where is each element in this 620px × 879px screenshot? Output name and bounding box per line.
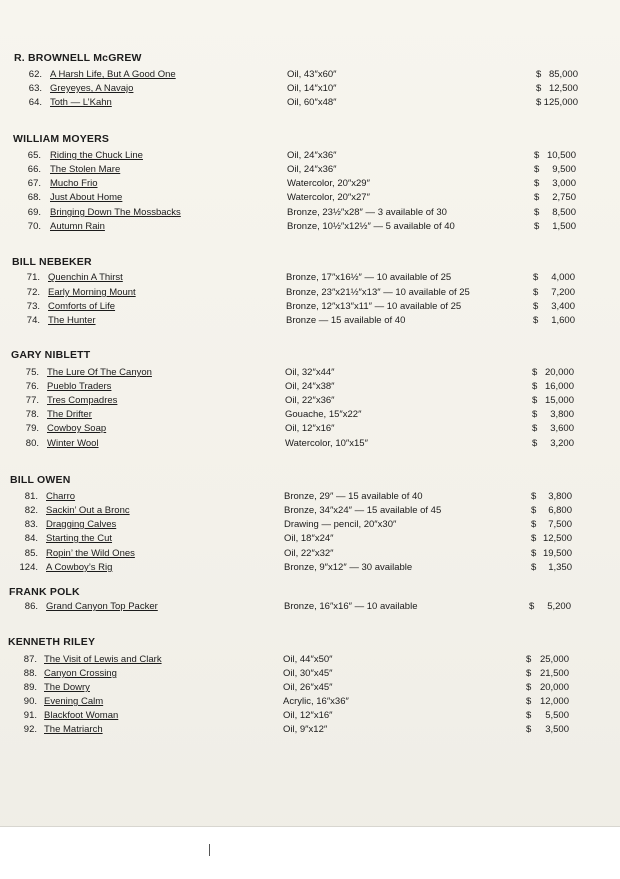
- catalog-number: 62.: [28, 69, 42, 80]
- price-amount: 15,000: [544, 395, 574, 406]
- artwork-medium: Bronze — 15 available of 40: [286, 315, 406, 326]
- artwork-medium: Oil, 18″x24″: [284, 533, 334, 544]
- artwork-title: Mucho Frio: [50, 178, 98, 189]
- catalog-number: 92.: [23, 724, 37, 735]
- catalog-number: 73.: [26, 301, 40, 312]
- artwork-medium: Acrylic, 16″x36″: [283, 696, 349, 707]
- price-currency: $: [534, 221, 540, 232]
- artwork-medium: Gouache, 15″x22″: [285, 409, 362, 420]
- artist-heading: BILL OWEN: [10, 474, 71, 486]
- price-amount: 5,200: [547, 601, 571, 612]
- artwork-medium: Bronze, 17″x16½″ — 10 available of 25: [286, 272, 452, 283]
- artwork-medium: Bronze, 29″ — 15 available of 40: [284, 491, 423, 502]
- price-currency: $: [526, 710, 532, 721]
- artwork-medium: Bronze, 23½″x28″ — 3 available of 30: [287, 207, 447, 218]
- artwork-row: [0, 519, 620, 533]
- price-amount: 3,200: [550, 438, 574, 449]
- artwork-row: [0, 548, 620, 562]
- catalog-number: 90.: [23, 696, 37, 707]
- artwork-title: Toth — L’Kahn: [50, 97, 112, 108]
- price-amount: 1,350: [548, 562, 572, 573]
- price-currency: $: [526, 668, 532, 679]
- price-amount: 3,800: [550, 409, 574, 420]
- artwork-row: [0, 287, 620, 301]
- artwork-row: [0, 367, 620, 381]
- artwork-medium: Oil, 60″x48″: [287, 97, 337, 108]
- catalog-number: 75.: [25, 367, 39, 378]
- artwork-row: [0, 381, 620, 395]
- artist-heading: FRANK POLK: [9, 586, 80, 598]
- artwork-title: Sackin’ Out a Bronc: [46, 505, 130, 516]
- artwork-medium: Oil, 24″x36″: [287, 150, 337, 161]
- artwork-row: [0, 668, 620, 682]
- catalog-number: 87.: [23, 654, 37, 665]
- artwork-row: [0, 505, 620, 519]
- artwork-row: [0, 315, 620, 329]
- price-amount: 3,800: [548, 491, 572, 502]
- artwork-medium: Watercolor, 10″x15″: [285, 438, 368, 449]
- price-amount: 1,600: [551, 315, 575, 326]
- artwork-row: [0, 438, 620, 452]
- catalog-number: 86.: [24, 601, 38, 612]
- price-amount: 21,500: [539, 668, 569, 679]
- artwork-title: The Matriarch: [44, 724, 103, 735]
- price-currency: $: [532, 438, 538, 449]
- price-amount: 16,000: [544, 381, 574, 392]
- artwork-title: Grand Canyon Top Packer: [46, 601, 158, 612]
- catalog-number: 77.: [25, 395, 39, 406]
- price-amount: 25,000: [539, 654, 569, 665]
- artwork-medium: Bronze, 34″x24″ — 15 available of 45: [284, 505, 442, 516]
- price-currency: $: [531, 533, 537, 544]
- price-currency: $: [526, 696, 532, 707]
- artwork-row: [0, 301, 620, 315]
- artwork-title: Dragging Calves: [46, 519, 117, 530]
- artwork-row: [0, 207, 620, 221]
- artwork-title: Ropin’ the Wild Ones: [46, 548, 135, 559]
- artwork-row: [0, 724, 620, 738]
- price-currency: $: [531, 548, 537, 559]
- artwork-row: [0, 682, 620, 696]
- artwork-medium: Oil, 32″x44″: [285, 367, 335, 378]
- catalog-number: 81.: [24, 491, 38, 502]
- artwork-title: Pueblo Traders: [47, 381, 112, 392]
- artwork-title: Greyeyes, A Navajo: [50, 83, 134, 94]
- artwork-medium: Oil, 9″x12″: [283, 724, 328, 735]
- artwork-title: The Drifter: [47, 409, 92, 420]
- artwork-title: The Visit of Lewis and Clark: [44, 654, 162, 665]
- price-currency: $: [532, 381, 538, 392]
- artwork-row: [0, 395, 620, 409]
- artwork-medium: Watercolor, 20″x27″: [287, 192, 370, 203]
- price-currency: $: [536, 97, 542, 108]
- artwork-medium: Bronze, 23″x21½″x13″ — 10 available of 25: [286, 287, 470, 298]
- price-amount: 19,500: [542, 548, 572, 559]
- price-amount: 1,500: [552, 221, 576, 232]
- artwork-title: Riding the Chuck Line: [50, 150, 143, 161]
- artwork-medium: Drawing — pencil, 20″x30″: [284, 519, 397, 530]
- price-currency: $: [536, 83, 542, 94]
- artwork-title: A Harsh Life, But A Good One: [50, 69, 176, 80]
- artwork-medium: Oil, 22″x32″: [284, 548, 334, 559]
- catalog-number: 71.: [26, 272, 40, 283]
- artwork-title: Comforts of Life: [48, 301, 116, 312]
- catalog-number: 76.: [25, 381, 39, 392]
- artist-heading: WILLIAM MOYERS: [13, 133, 110, 145]
- artwork-medium: Oil, 12″x16″: [285, 423, 335, 434]
- price-currency: $: [532, 367, 538, 378]
- artwork-row: [0, 423, 620, 437]
- price-currency: $: [534, 207, 540, 218]
- artwork-row: [0, 533, 620, 547]
- catalog-number: 72.: [26, 287, 40, 298]
- artwork-title: The Dowry: [44, 682, 90, 693]
- catalog-number: 78.: [25, 409, 39, 420]
- catalog-number: 79.: [25, 423, 39, 434]
- price-amount: 85,000: [548, 69, 578, 80]
- artist-heading: R. BROWNELL McGREW: [14, 52, 142, 64]
- catalog-number: 83.: [24, 519, 38, 530]
- artwork-row: [0, 221, 620, 235]
- artwork-medium: Oil, 24″x36″: [287, 164, 337, 175]
- artwork-medium: Bronze, 10½″x12½″ — 5 available of 40: [287, 221, 455, 232]
- artwork-title: Evening Calm: [44, 696, 104, 707]
- artwork-row: [0, 150, 620, 164]
- catalog-number: 88.: [23, 668, 37, 679]
- artwork-medium: Bronze, 9″x12″ — 30 available: [284, 562, 413, 573]
- artwork-title: Bringing Down The Mossbacks: [50, 207, 181, 218]
- catalog-number: 80.: [25, 438, 39, 449]
- artwork-medium: Oil, 14″x10″: [287, 83, 337, 94]
- artwork-title: The Stolen Mare: [50, 164, 121, 175]
- price-currency: $: [533, 287, 539, 298]
- price-currency: $: [534, 164, 540, 175]
- catalog-number: 67.: [27, 178, 41, 189]
- catalog-number: 63.: [28, 83, 42, 94]
- artwork-row: [0, 83, 620, 97]
- catalog-number: 91.: [23, 710, 37, 721]
- price-currency: $: [533, 315, 539, 326]
- scan-bottom-margin: [0, 826, 620, 879]
- artist-heading: KENNETH RILEY: [8, 636, 96, 648]
- catalog-number: 89.: [23, 682, 37, 693]
- artwork-title: Early Morning Mount: [48, 287, 136, 298]
- price-amount: 5,500: [545, 710, 569, 721]
- price-currency: $: [531, 562, 537, 573]
- artwork-title: Winter Wool: [47, 438, 99, 449]
- price-currency: $: [526, 654, 532, 665]
- price-amount: 20,000: [539, 682, 569, 693]
- artwork-title: Blackfoot Woman: [44, 710, 119, 721]
- price-currency: $: [529, 601, 535, 612]
- artwork-title: Charro: [46, 491, 76, 502]
- artwork-row: [0, 696, 620, 710]
- artwork-medium: Oil, 26″x45″: [283, 682, 333, 693]
- artwork-title: Quenchin A Thirst: [48, 272, 123, 283]
- catalog-number: 66.: [27, 164, 41, 175]
- price-currency: $: [536, 69, 542, 80]
- artwork-title: A Cowboy’s Rig: [46, 562, 113, 573]
- catalog-number: 68.: [27, 192, 41, 203]
- price-currency: $: [531, 519, 537, 530]
- artist-heading: GARY NIBLETT: [11, 349, 91, 361]
- artwork-row: [0, 164, 620, 178]
- artwork-title: Cowboy Soap: [47, 423, 107, 434]
- artwork-row: [0, 192, 620, 206]
- artwork-medium: Oil, 30″x45″: [283, 668, 333, 679]
- artwork-row: [0, 97, 620, 111]
- artwork-title: Just About Home: [50, 192, 123, 203]
- catalog-number: 64.: [28, 97, 42, 108]
- artwork-title: The Hunter: [48, 315, 96, 326]
- price-amount: 2,750: [552, 192, 576, 203]
- artwork-row: [0, 178, 620, 192]
- price-amount: 7,200: [551, 287, 575, 298]
- price-currency: $: [533, 301, 539, 312]
- price-currency: $: [534, 192, 540, 203]
- price-amount: 7,500: [548, 519, 572, 530]
- price-amount: 12,500: [548, 83, 578, 94]
- artwork-title: Autumn Rain: [50, 221, 105, 232]
- artwork-row: [0, 654, 620, 668]
- catalog-number: 69.: [27, 207, 41, 218]
- price-amount: 3,000: [552, 178, 576, 189]
- artwork-title: Tres Compadres: [47, 395, 118, 406]
- fold-mark: [209, 844, 210, 856]
- catalog-number: 84.: [24, 533, 38, 544]
- price-currency: $: [531, 491, 537, 502]
- price-currency: $: [533, 272, 539, 283]
- price-amount: 10,500: [546, 150, 576, 161]
- artwork-medium: Bronze, 16″x16″ — 10 available: [284, 601, 418, 612]
- price-amount: 4,000: [551, 272, 575, 283]
- artwork-row: [0, 272, 620, 286]
- price-amount: 3,600: [550, 423, 574, 434]
- catalog-number: 85.: [24, 548, 38, 559]
- price-currency: $: [531, 505, 537, 516]
- artwork-medium: Oil, 22″x36″: [285, 395, 335, 406]
- price-amount: 3,400: [551, 301, 575, 312]
- price-amount: 20,000: [544, 367, 574, 378]
- catalog-number: 82.: [24, 505, 38, 516]
- price-currency: $: [534, 150, 540, 161]
- price-amount: 3,500: [545, 724, 569, 735]
- price-amount: 125,000: [543, 97, 578, 108]
- artwork-medium: Bronze, 12″x13″x11″ — 10 available of 25: [286, 301, 462, 312]
- artwork-title: Starting the Cut: [46, 533, 113, 544]
- artwork-row: [0, 491, 620, 505]
- artwork-row: [0, 710, 620, 724]
- price-amount: 12,000: [539, 696, 569, 707]
- artwork-title: The Lure Of The Canyon: [47, 367, 152, 378]
- price-currency: $: [534, 178, 540, 189]
- artist-heading: BILL NEBEKER: [12, 256, 92, 268]
- catalog-number: 74.: [26, 315, 40, 326]
- price-amount: 12,500: [542, 533, 572, 544]
- artwork-title: Canyon Crossing: [44, 668, 117, 679]
- price-currency: $: [526, 682, 532, 693]
- artwork-medium: Oil, 24″x38″: [285, 381, 335, 392]
- artwork-row: [0, 562, 620, 576]
- artwork-medium: Oil, 12″x16″: [283, 710, 333, 721]
- price-amount: 9,500: [552, 164, 576, 175]
- catalog-number: 124.: [19, 562, 38, 573]
- price-currency: $: [532, 409, 538, 420]
- catalog-number: 65.: [27, 150, 41, 161]
- artwork-row: [0, 69, 620, 83]
- price-currency: $: [532, 395, 538, 406]
- price-amount: 6,800: [548, 505, 572, 516]
- artwork-row: [0, 409, 620, 423]
- price-currency: $: [526, 724, 532, 735]
- artwork-row: [0, 601, 620, 615]
- catalog-number: 70.: [27, 221, 41, 232]
- price-currency: $: [532, 423, 538, 434]
- artwork-medium: Watercolor, 20″x29″: [287, 178, 370, 189]
- artwork-medium: Oil, 44″x50″: [283, 654, 333, 665]
- artwork-medium: Oil, 43″x60″: [287, 69, 337, 80]
- price-amount: 8,500: [552, 207, 576, 218]
